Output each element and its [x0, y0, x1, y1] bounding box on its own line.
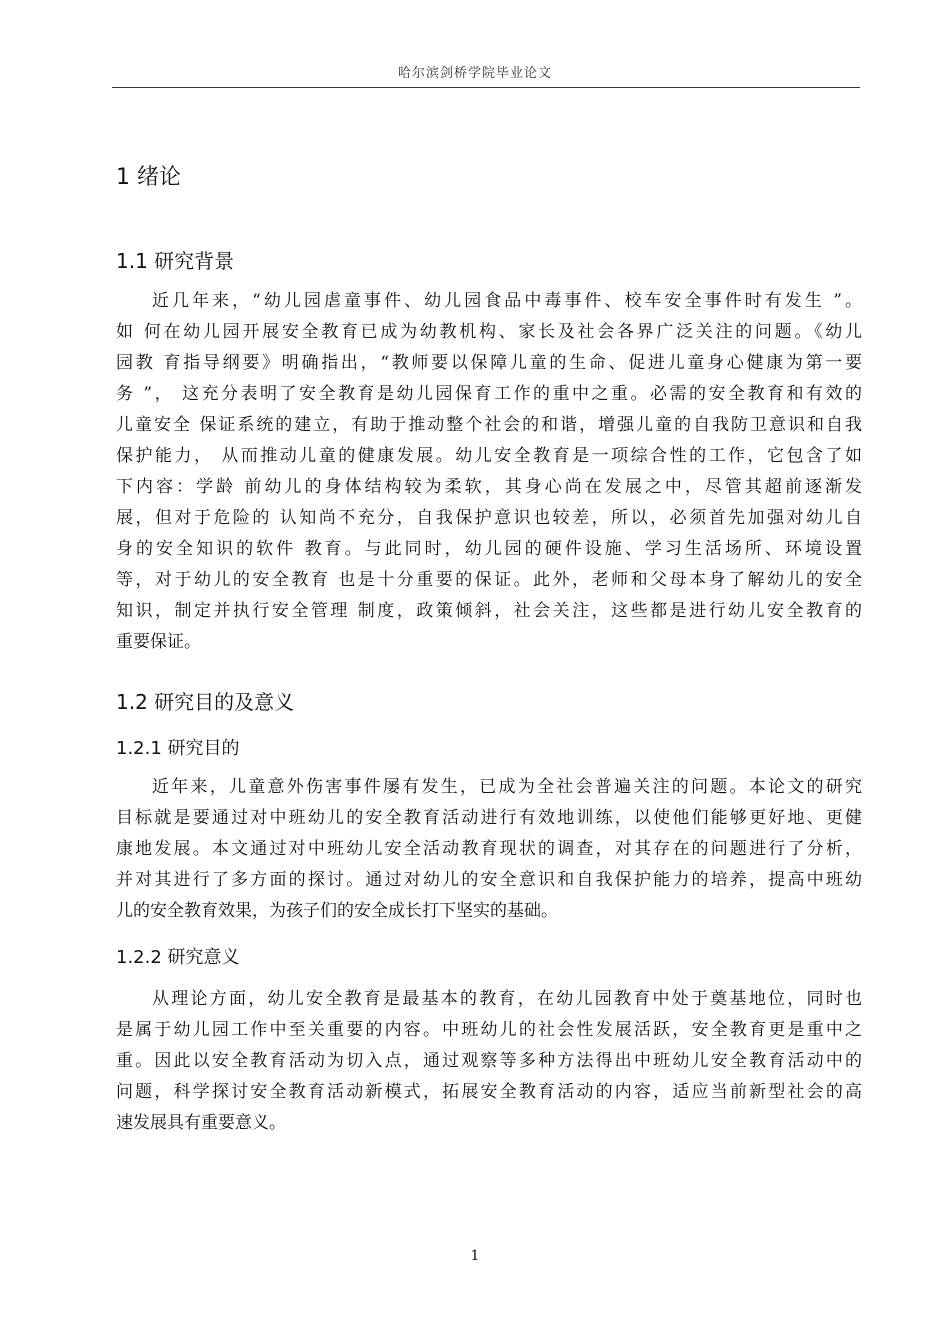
text-line: 是属于幼儿园工作中至关重要的内容。中班幼儿的社会性发展活跃，安全教育更是重中之 [116, 1020, 862, 1040]
text-line: 展，但对于危险的 认知尚不充分，自我保护意识也较差，所以，必须首先加强对幼儿自 [116, 508, 862, 528]
text-line: 目标就是要通过对中班幼儿的安全教育活动进行有效地训练，以使他们能够更好地、更健 [116, 808, 862, 828]
text-line: 园教 育指导纲要》明确指出，“教师要以保障儿童的生命、促进儿童身心健康为第一要 [116, 353, 862, 373]
text-line: 等，对于幼儿的安全教育 也是十分重要的保证。此外，老师和父母本身了解幼儿的安全 [116, 570, 862, 590]
text-line: 如 何在幼儿园开展安全教育已成为幼教机构、家长及社会各界广泛关注的问题。《幼儿 [116, 322, 862, 342]
text-line: 知识，制定并执行安全管理 制度，政策倾斜，社会关注，这些都是进行幼儿安全教育的 [116, 601, 862, 621]
text-line: 保护能力， 从而推动儿童的健康发展。幼儿安全教育是一项综合性的工作，它包含了如 [116, 446, 862, 466]
text-line: 康地发展。本文通过对中班幼儿安全活动教育现状的调查，对其存在的问题进行了分析， [116, 839, 862, 859]
paragraph-background [116, 286, 862, 658]
text-line: 务 ”， 这充分表明了安全教育是幼儿园保育工作的重中之重。必需的安全教育和有效的 [116, 384, 862, 404]
paragraph-purpose [116, 772, 862, 927]
text-line: 身的安全知识的软件 教育。与此同时，幼儿园的硬件设施、学习生活场所、环境设置 [116, 539, 862, 559]
text-line: 下内容：学龄 前幼儿的身体结构较为柔软，其身心尚在发展之中，尽管其超前逐渐发 [116, 477, 862, 497]
chapter-title: 1 绪论 [116, 165, 181, 190]
text-line: 从理论方面，幼儿安全教育是最基本的教育，在幼儿园教育中处于奠基地位，同时也 [152, 989, 862, 1009]
text-line: 儿的安全教育效果，为孩子们的安全成长打下坚实的基础。 [116, 901, 558, 921]
text-line: 并对其进行了多方面的探讨。通过对幼儿的安全意识和自我保护能力的培养，提高中班幼 [116, 870, 862, 890]
header-divider [112, 87, 860, 88]
section-title-1-2: 1.2 研究目的及意义 [116, 690, 295, 714]
text-line: 速发展具有重要意义。 [116, 1113, 286, 1133]
running-header: 哈尔滨剑桥学院毕业论文 [397, 66, 552, 81]
text-line: 儿童安全 保证系统的建立，有助于推动整个社会的和谐，增强儿童的自我防卫意识和自我 [116, 415, 862, 435]
text-line: 近年来，儿童意外伤害事件屡有发生，已成为全社会普遍关注的问题。本论文的研究 [152, 777, 862, 797]
subsection-title-1-2-1: 1.2.1 研究目的 [116, 738, 240, 759]
text-line: 问题，科学探讨安全教育活动新模式，拓展安全教育活动的内容，适应当前新型社会的高 [116, 1082, 862, 1102]
subsection-title-1-2-2: 1.2.2 研究意义 [116, 947, 240, 968]
text-line: 近几年来，“幼儿园虐童事件、幼儿园食品中毒事件、校车安全事件时有发生 ”。 [152, 291, 862, 311]
section-title-1-1: 1.1 研究背景 [116, 249, 235, 273]
text-line: 重。因此以安全教育活动为切入点，通过观察等多种方法得出中班幼儿安全教育活动中的 [116, 1051, 862, 1071]
page-number: 1 [470, 1248, 480, 1264]
paragraph-significance [116, 984, 862, 1139]
text-line: 重要保证。 [116, 632, 201, 652]
